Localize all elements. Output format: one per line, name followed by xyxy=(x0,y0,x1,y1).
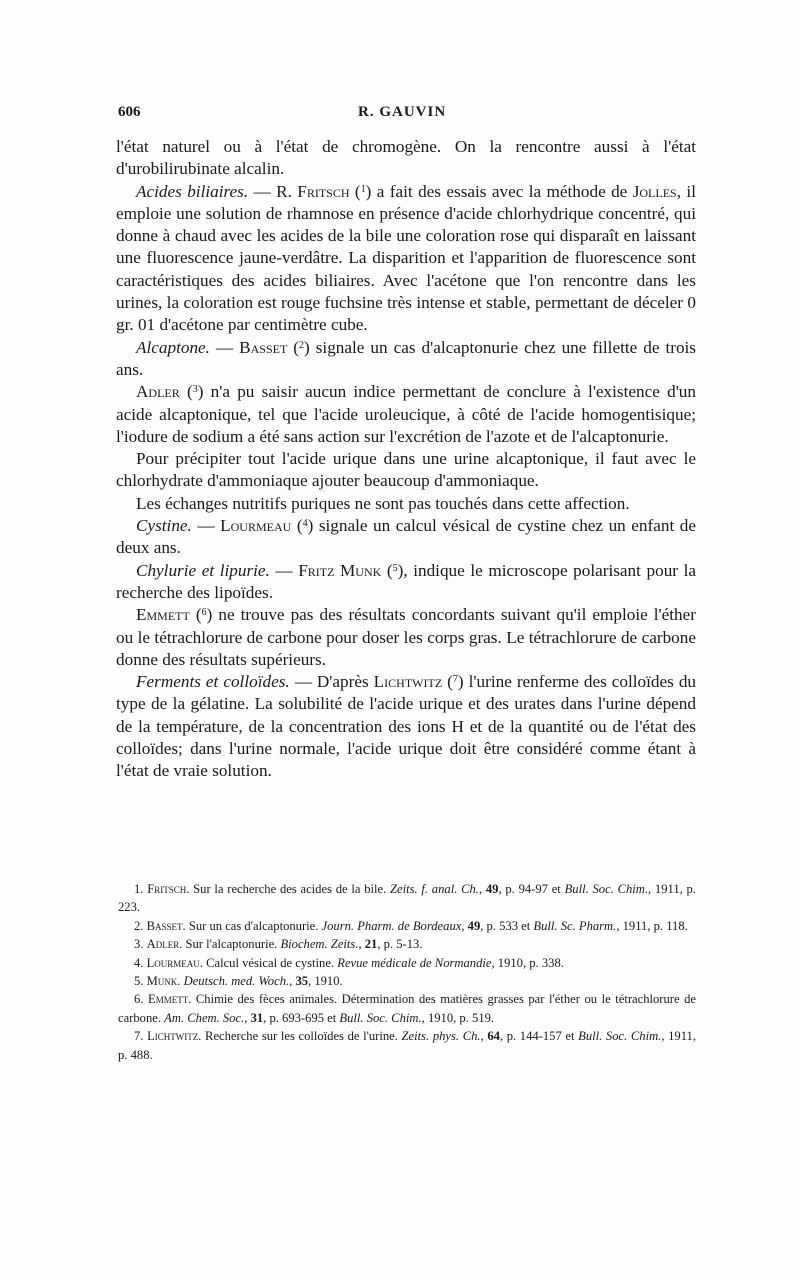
footnote-text: , 1910, p. 519. xyxy=(421,1010,495,1025)
footnote-volume: 21 xyxy=(364,937,378,952)
author-name: Fritz Munk xyxy=(298,560,382,580)
footnote-number: 1. xyxy=(134,882,144,896)
footnote-ref: 3 xyxy=(192,384,198,396)
page-number: 606 xyxy=(118,104,141,120)
footnote-text: Sur l'alcaptonurie. xyxy=(182,937,281,952)
footnote-text: , 1911, p. 488. xyxy=(118,1029,696,1062)
author-name: Emmett xyxy=(136,605,190,625)
footnote-journal: Zeits. f. anal. Ch. xyxy=(390,882,479,896)
footnote-volume: 35 xyxy=(295,974,309,989)
footnote-number: 4. xyxy=(134,955,144,970)
footnote-item: 2. Basset. Sur un cas d'alcaptonurie. Journ. Pharm. de Bordeaux, 49, p. 533 et Bull. Sc. Pharm., 1911, p. 118. xyxy=(134,918,688,933)
footnote-ref: 4 xyxy=(302,518,308,530)
footnote-author: Basset. xyxy=(146,918,186,933)
footnote-author: Lichtwitz. xyxy=(147,1029,202,1044)
footnote-item: 6. Emmett. Chimie des fèces animales. Détermination des matières grasses par l'éther ou le tétrachlorure de carbone. Am. Chem. Soc., 31, p. 693-695 et Bull. Soc. Chim., 1910, p. 519. xyxy=(118,992,696,1025)
footnote-ref: 1 xyxy=(360,183,366,195)
footnote-item xyxy=(118,954,696,972)
footnote-text: Recherche sur les colloïdes de l'urine. xyxy=(201,1029,402,1044)
footnote-volume: 49 xyxy=(485,882,499,896)
paragraph-cystine: Cystine. — Lourmeau ($^4$) signale un calcul vésical de cystine chez un enfant de deux ans. xyxy=(116,516,696,558)
footnote-item: 1. Fritsch. Sur la recherche des acides de la bile. Zeits. f. anal. Ch., 49, p. 94-97 et Bull. Soc. Chim., 1911, p. 223. xyxy=(118,882,696,915)
section-heading: Cystine. xyxy=(136,516,192,536)
footnote-journal: Bull. Soc. Chim. xyxy=(578,1029,662,1044)
paragraph: l'état naturel ou à l'état de chromogène. On la rencontre aussi à l'état d'urobilirubinate alcalin. xyxy=(116,137,696,179)
footnote-ref: 2 xyxy=(299,339,305,351)
paragraph-ferments: Ferments et colloïdes. — D'après Lichtwitz ($^7$) l'urine renferme des colloïdes du type de la gélatine. La solubilité de l'acide urique et des urates dans l'urine dépend de la température, de la concentration des ions H et de la quantité ou de l'état des colloïdes; dans l'urine normale, l'acide urique doit être considéré comme étant à l'état de vraie solution. xyxy=(116,672,697,781)
footnote-author: Emmett. xyxy=(148,992,192,1007)
footnote-number: 5. xyxy=(134,974,144,989)
footnote-volume: 31 xyxy=(250,1010,264,1025)
author-name: Jolles xyxy=(632,181,677,201)
footnote-volume: 49 xyxy=(467,918,481,933)
footnote-text: , p. 693-695 et xyxy=(263,1010,340,1025)
footnote-author: Munk. xyxy=(146,974,181,989)
paragraph: Les échanges nutritifs puriques ne sont pas touchés dans cette affection. xyxy=(136,493,630,513)
footnote-text: , p. 533 et xyxy=(480,918,534,933)
author-name: Adler xyxy=(136,382,180,402)
author-name: Lichtwitz xyxy=(373,672,443,692)
footnote-volume: 64 xyxy=(487,1029,500,1044)
footnote-number: 6. xyxy=(134,992,144,1007)
footnote-text: Chimie des fèces animales. Détermination des matières grasses par l'éther ou le tétrachlorure de carbone. xyxy=(118,992,696,1025)
footnote-text: , 1910. xyxy=(308,974,343,989)
section-heading: Chylurie et lipurie. xyxy=(136,560,270,580)
footnote-text: , p. 144-157 et xyxy=(499,1029,579,1044)
page-header xyxy=(118,104,694,121)
footnote-author: Fritsch. xyxy=(147,882,190,896)
footnote-ref: 7 xyxy=(452,674,458,686)
footnote-journal: Bull. Soc. Chim. xyxy=(339,1010,422,1025)
paragraph-adler: Adler ($^3$) n'a pu saisir aucun indice permettant de conclure à l'existence d'un acide alcaptonique, tel que l'acide uroleucique, à côté de l'acide homogentisique; l'iodure de sodium a été sans action sur l'excrétion de l'azote et de l'alcaptonurie. xyxy=(116,382,696,446)
author-name: Lourmeau xyxy=(220,516,292,536)
author-name: Basset xyxy=(239,337,288,357)
footnote-ref: 5 xyxy=(392,562,398,574)
footnote-author: Adler. xyxy=(146,937,183,952)
section-heading: Alcaptone. xyxy=(136,337,210,357)
footnote-journal: Am. Chem. Soc. xyxy=(164,1010,245,1025)
footnote-text: , p. 94-97 et xyxy=(498,882,565,896)
footnote-text: , 1910, p. 338. xyxy=(491,955,564,970)
footnote-journal: Zeits. phys. Ch. xyxy=(401,1029,481,1044)
footnote-text: , 1911, p. 118. xyxy=(616,918,688,933)
footnotes xyxy=(118,880,696,1064)
paragraph-chylurie: Chylurie et lipurie. — Fritz Munk ($^5$), indique le microscope polarisant pour la recherche des lipoïdes. xyxy=(116,560,696,602)
paragraph: Pour précipiter tout l'acide urique dans une urine alcaptonique, il faut avec le chlorhydrate d'ammoniaque ajouter beaucoup d'ammoniaque. xyxy=(116,449,696,491)
author-name: Fritsch xyxy=(297,181,350,201)
footnote-text: Sur un cas d'alcaptonurie. xyxy=(185,918,322,933)
footnote-text: Sur la recherche des acides de la bile. xyxy=(189,882,390,896)
paragraph-acides-biliaires: Acides biliaires. — R. Fritsch ($^1$) a fait des essais avec la méthode de Jolles, il emploie une solution de rhamnose en présence d'acide chlorhydrique concentré, qui donne à chaud avec les acides de la bile une coloration rose qui disparaît en laissant une fluorescence jaune-verdâtre. La disparition et l'apparition de fluorescence sont caractéristiques des acides biliaires. Avec l'acétone que l'on rencontre dans les urines, la coloration est rouge fuchsine très intense et stable, permettant de déceler 0 gr. 01 d'acétone par centimètre cube. xyxy=(116,181,696,335)
footnote-text: , 1911, p. 223. xyxy=(118,882,696,915)
paragraph-alcaptone: Alcaptone. — Basset ($^2$) signale un cas d'alcaptonurie chez une fillette de trois ans. xyxy=(116,337,696,379)
main-text xyxy=(116,136,696,783)
footnote-journal: Bull. Soc. Chim. xyxy=(564,882,649,896)
footnote-author: Lourmeau. xyxy=(146,955,203,970)
footnote-text: , p. 5-13. xyxy=(377,937,423,952)
section-heading: Acides biliaires. xyxy=(136,181,249,201)
footnote-item: 5. Munk. Deutsch. med. Woch., 35, 1910. xyxy=(134,974,343,989)
footnote-journal: Deutsch. med. Woch. xyxy=(183,974,290,989)
footnote-number: 3. xyxy=(134,937,144,952)
footnote-item: 3. Adler. Sur l'alcaptonurie. Biochem. Zeits., 21, p. 5-13. xyxy=(134,937,423,952)
footnote-ref: 6 xyxy=(201,607,207,619)
footnote-journal: Revue médicale de Normandie xyxy=(337,955,492,970)
footnote-journal: Journ. Pharm. de Bordeaux xyxy=(321,918,462,933)
paragraph-emmett: Emmett ($^6$) ne trouve pas des résultats concordants suivant qu'il emploie l'éther ou le tétrachlorure de carbone pour doser les corps gras. Le tétrachlorure de carbone donne des résultats supérieurs. xyxy=(116,605,696,669)
footnote-journal: Bull. Sc. Pharm. xyxy=(533,918,617,933)
footnote-item: 7. Lichtwitz. Recherche sur les colloïdes de l'urine. Zeits. phys. Ch., 64, p. 144-157 et Bull. Soc. Chim., 1911, p. 488. xyxy=(118,1029,696,1062)
footnote-number: 7. xyxy=(134,1029,144,1044)
footnote-journal: Biochem. Zeits. xyxy=(280,937,359,952)
footnote-number: 2. xyxy=(134,918,144,933)
footnote-text: Calcul vésical de cystine. xyxy=(202,955,338,970)
running-title: R. GAUVIN xyxy=(358,104,447,120)
section-heading: Ferments et colloïdes. xyxy=(136,672,290,692)
